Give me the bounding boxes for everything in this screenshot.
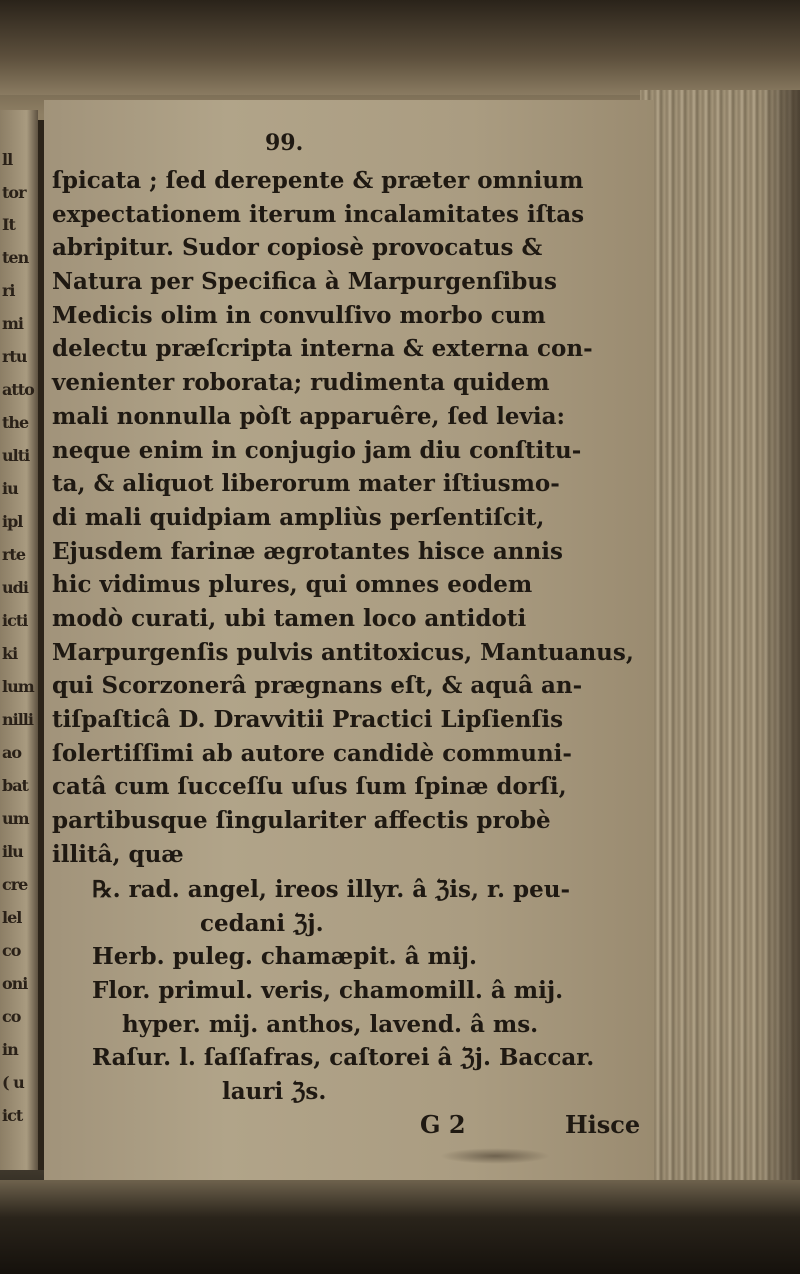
text-line: di mali quidpiam ampliùs perſentiſcit, [52,503,545,531]
margin-fragment: tor [2,183,26,202]
margin-fragment: iu [2,479,18,498]
text-line: venienter roborata; rudimenta quidem [52,369,550,397]
text-line: ſolertiſſimi ab autore candidè communi- [52,739,572,767]
text-line: tiſpaſticâ D. Dravvitii Practici Lipſienſis [52,706,564,733]
margin-fragment: co [2,941,21,960]
margin-fragment: ulti [2,446,30,465]
margin-fragment: ict [2,1106,23,1125]
previous-page-margin [0,110,38,1170]
text-line: abripitur. Sudor copiosè provocatus & [52,234,543,262]
recipe-line: hyper. mij. anthos, lavend. â ms. [122,1010,539,1038]
margin-fragment: um [2,809,29,828]
margin-fragment: mi [2,314,24,333]
margin-fragment: ten [2,248,29,267]
margin-fragment: ilu [2,842,23,861]
margin-fragment: ( u [2,1073,24,1092]
text-line: ta, & aliquot liberorum mater iſtiusmo- [52,470,560,498]
margin-fragment: the [2,413,29,432]
margin-fragment: rte [2,545,25,564]
margin-fragment: co [2,1007,21,1026]
text-line: hic vidimus plures, qui omnes eodem [52,571,533,599]
text-line: catâ cum ſucceſſu uſus ſum ſpinæ dorſi, [52,773,567,801]
text-line: Medicis olim in convulſivo morbo cum [52,301,546,329]
margin-fragment: cre [2,875,28,894]
signature-mark: G 2 [420,1110,466,1139]
margin-fragment: ipl [2,512,23,531]
margin-fragment: oni [2,974,28,993]
text-line: expectationem iterum incalamitates iſtas [52,200,585,228]
text-line: Ejusdem farinæ ægrotantes hisce annis [52,537,563,565]
recipe-line: Raſur. l. ſaſſafras, caſtorei â ℨj. Baccar. [92,1044,595,1072]
text-line: neque enim in conjugio jam diu conſtitu- [52,436,582,464]
margin-fragment: udi [2,578,28,597]
recipe-line: cedani ℨj. [200,909,324,937]
text-line: illitâ, quæ [52,840,184,868]
recipe-line: Herb. puleg. chamæpit. â mij. [92,943,478,971]
margin-fragment: nilli [2,710,33,729]
margin-fragment: bat [2,776,28,795]
ink-smudge [440,1148,550,1164]
recipe-line: Flor. primul. veris, chamomill. â mij. [92,977,564,1005]
margin-fragment: ri [2,281,15,300]
margin-fragment: ki [2,644,18,663]
margin-fragment: lel [2,908,22,927]
catchword: Hisce [565,1110,641,1139]
text-line: partibusque ſingulariter affectis probè [52,807,551,835]
text-line: modò curati, ubi tamen loco antidoti [52,604,527,632]
page-number: 99. [265,130,304,156]
recipe-text [52,873,652,1109]
recipe-line: lauri ℨs. [222,1078,327,1106]
text-line: delectu præſcripta interna & externa con- [52,335,593,363]
recipe-line: ℞. rad. angel, ireos illyr. â ℨis, r. peu- [92,876,571,903]
margin-fragment: atto [2,380,34,399]
text-line: qui Scorzonerâ prægnans eſt, & aquâ an- [52,672,583,700]
text-line: Marpurgenſis pulvis antitoxicus, Mantuanus, [52,638,634,666]
edge-shadow [760,90,800,1190]
margin-fragment: It [2,215,15,234]
margin-fragment: in [2,1040,18,1059]
margin-fragment: ll [2,150,13,169]
book-bottom-shadow [0,1180,800,1274]
text-line: ſpicata ; ſed derepente & præter omnium [52,167,584,194]
margin-fragment: lum [2,677,34,696]
margin-fragment: icti [2,611,28,630]
text-line: Natura per Specifica à Marpurgenſibus [52,268,557,296]
body-text [52,164,652,871]
text-line: mali nonnulla pòſt apparuêre, ſed levia: [52,402,565,430]
margin-fragment: rtu [2,347,27,366]
margin-fragment: ao [2,743,22,762]
book-top-shadow [0,0,800,95]
